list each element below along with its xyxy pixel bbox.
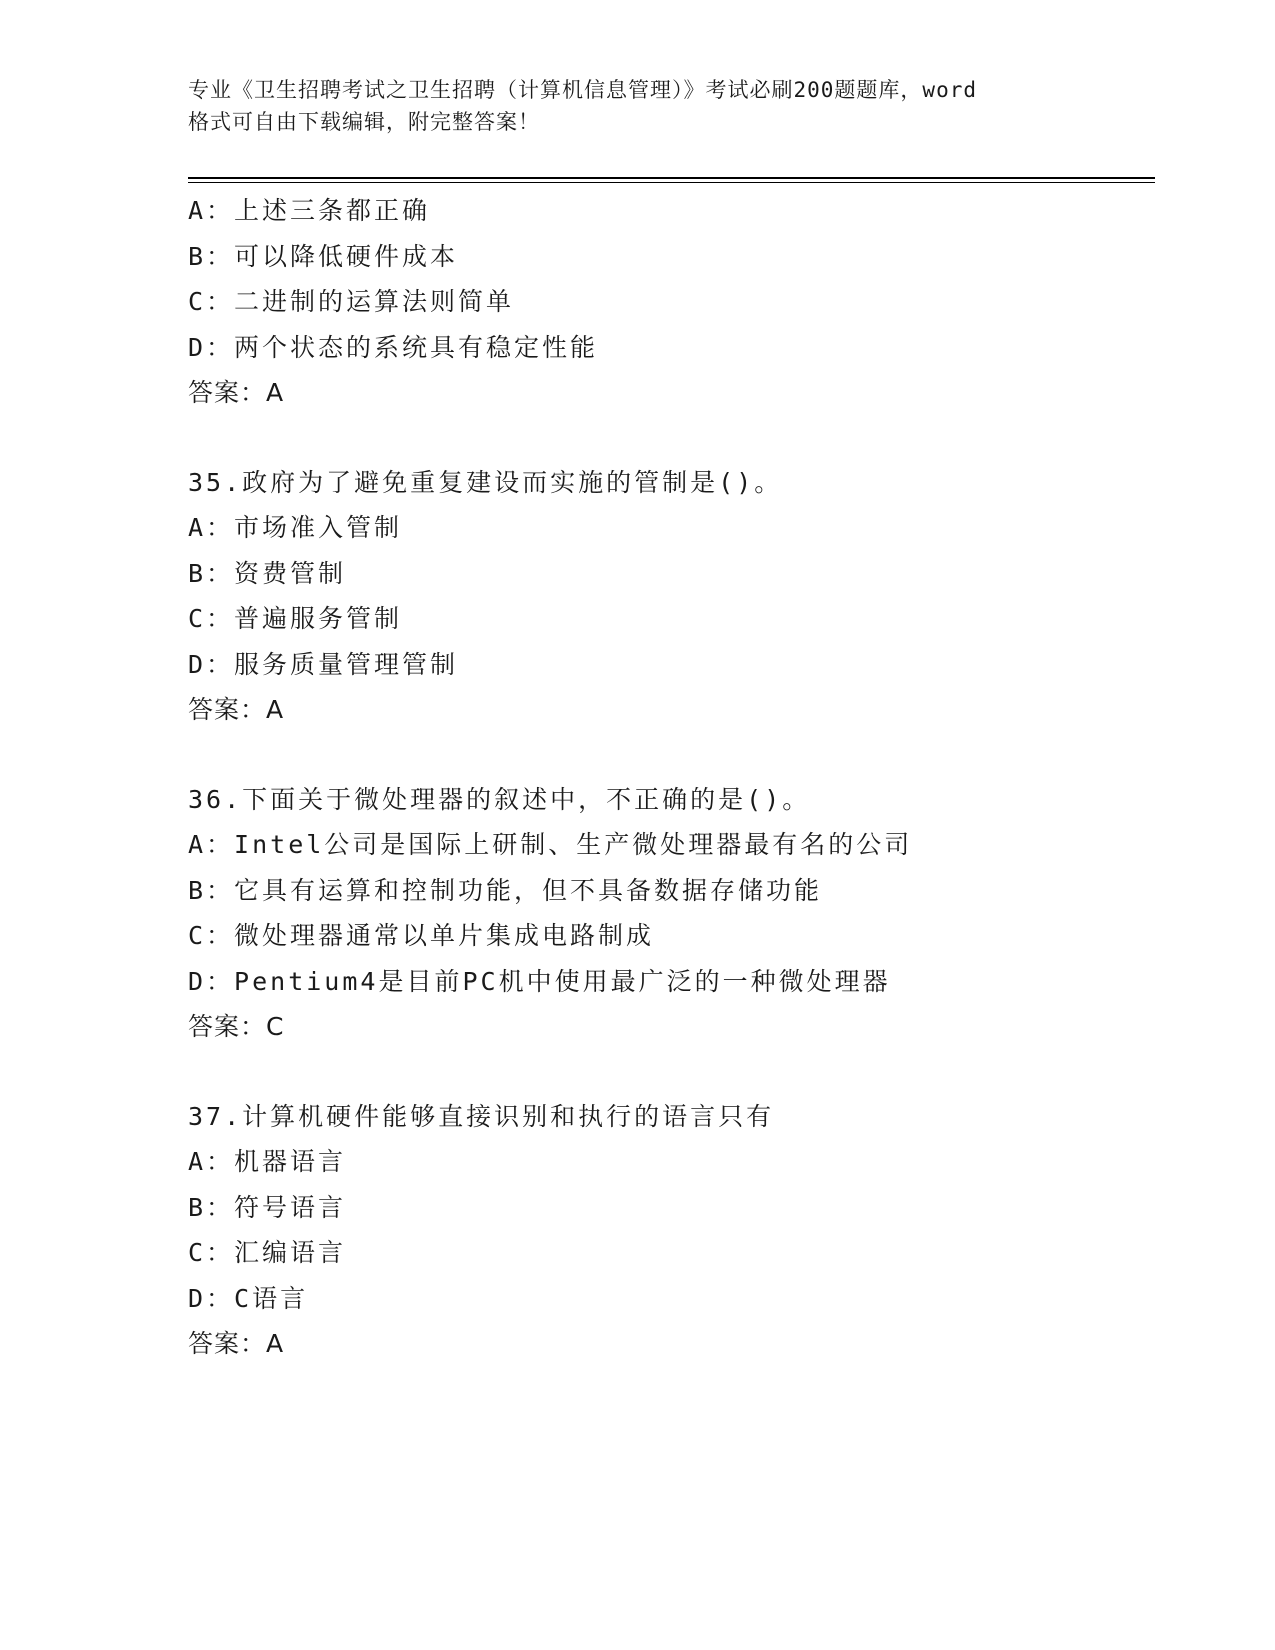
option-a: A：Intel公司是国际上研制、生产微处理器最有名的公司 — [188, 830, 913, 859]
question-text: 37.计算机硬件能够直接识别和执行的语言只有 — [188, 1101, 775, 1131]
spacer — [188, 1050, 1148, 1094]
option-d: D：Pentium4是目前PC机中使用最广泛的一种微处理器 — [188, 966, 891, 996]
option-a: A：市场准入管制 — [188, 513, 403, 542]
option-a: A：上述三条都正确 — [188, 196, 431, 225]
option-d: D：两个状态的系统具有稳定性能 — [188, 332, 599, 362]
header-line-2: 格式可自由下载编辑，附完整答案！ — [188, 110, 540, 134]
header-rule-thick — [188, 177, 1155, 179]
header-rule-thin — [188, 182, 1155, 183]
question-block-35 — [188, 460, 1148, 733]
question-text: 36.下面关于微处理器的叙述中，不正确的是()。 — [188, 784, 811, 814]
option-c: C：普遍服务管制 — [188, 604, 403, 633]
document-header — [188, 74, 1108, 138]
answer-line: 答案：C — [188, 1012, 285, 1041]
option-a: A：机器语言 — [188, 1147, 347, 1176]
question-list — [188, 188, 1148, 1367]
question-block-34 — [188, 188, 1148, 416]
option-c: C：汇编语言 — [188, 1238, 347, 1267]
option-c: C：微处理器通常以单片集成电路制成 — [188, 921, 655, 950]
answer-line: 答案：A — [188, 1329, 285, 1358]
option-d: D：C语言 — [188, 1283, 309, 1313]
spacer — [188, 733, 1148, 777]
option-b: B：符号语言 — [188, 1192, 347, 1222]
option-d: D：服务质量管理管制 — [188, 649, 459, 679]
option-c: C：二进制的运算法则简单 — [188, 287, 515, 316]
header-line-1: 专业《卫生招聘考试之卫生招聘（计算机信息管理）》考试必刷200题题库，word — [188, 78, 977, 102]
answer-line: 答案：A — [188, 695, 285, 724]
option-b: B：它具有运算和控制功能，但不具备数据存储功能 — [188, 875, 823, 905]
spacer — [188, 416, 1148, 460]
question-block-37 — [188, 1094, 1148, 1367]
question-text: 35.政府为了避免重复建设而实施的管制是()。 — [188, 467, 783, 497]
answer-line: 答案：A — [188, 378, 285, 407]
question-block-36 — [188, 777, 1148, 1050]
option-b: B：可以降低硬件成本 — [188, 241, 459, 271]
option-b: B：资费管制 — [188, 558, 347, 588]
